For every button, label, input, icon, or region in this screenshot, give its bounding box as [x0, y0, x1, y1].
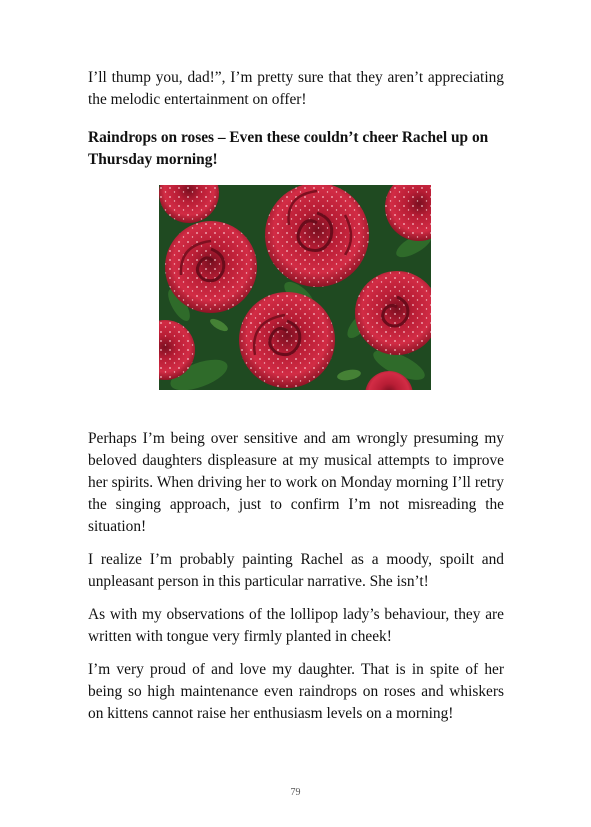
- paragraph-5: I’m very proud of and love my daughter. That is in spite of her being so high maintenance even raindrops on roses and whiskers on kittens cannot raise her enthusiasm levels on a morning!: [88, 661, 504, 722]
- section-heading: Raindrops on roses – Even these couldn’t cheer Rachel up on Thursday morning!: [88, 129, 489, 168]
- paragraph-1: I’ll thump you, dad!”, I’m pretty sure that they aren’t appreciating the melodic entertainment on offer!: [88, 69, 504, 108]
- roses-photo: [159, 185, 431, 390]
- paragraph-2: Perhaps I’m being over sensitive and am wrongly presuming my beloved daughters displeasure at my musical attempts to improve her spirits. When driving her to work on Monday morning I’ll retry the singing approach, just to confirm I’m not misreading the situation!: [88, 430, 504, 535]
- paragraph-4: As with my observations of the lollipop lady’s behaviour, they are written with tongue very firmly planted in cheek!: [88, 606, 504, 645]
- page-content: [88, 67, 504, 725]
- paragraph-3: I realize I’m probably painting Rachel as a moody, spoilt and unpleasant person in this particular narrative. She isn’t!: [88, 551, 504, 590]
- page-number: 79: [290, 787, 301, 798]
- roses-illustration: [159, 185, 431, 390]
